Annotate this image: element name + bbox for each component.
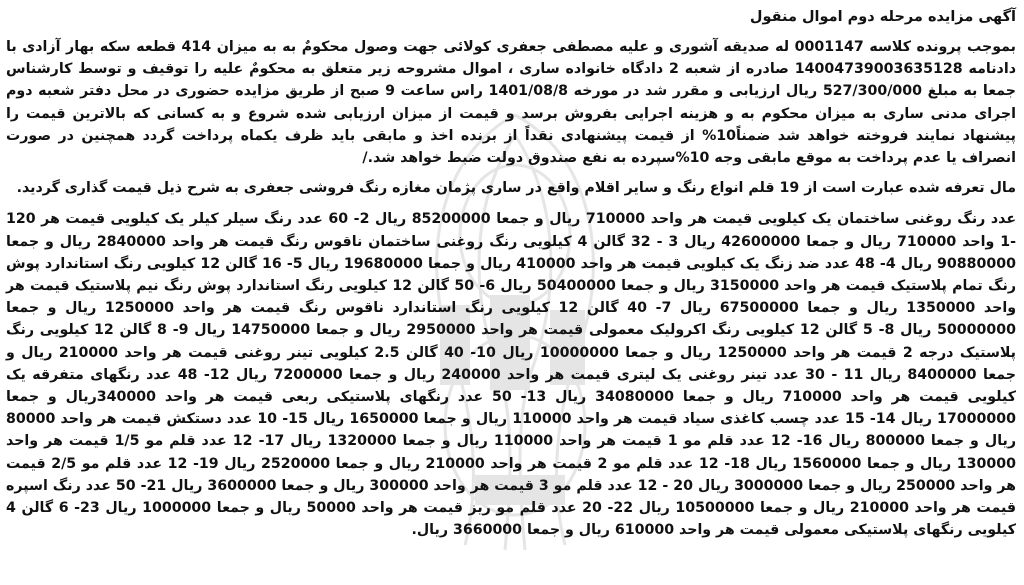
notice-document (6, 4, 1016, 541)
notice-paragraph-items: عدد رنگ روغنی ساختمان یک کیلویی قیمت هر واحد 710000 ریال و جمعا 85200000 ریال 2- 60 عدد رنگ سیلر کیلر یک کیلویی قیمت هر 120 -1 واحد 710000 ریال و جمعا 42600000 ریال 3 - 32 گالن 4 کیلویی رنگ روغنی ساختمان ناقوس رنگ قیمت هر واحد 2840000 ریال و جمعا 90880000 ریال 4- 48 عدد ضد زنگ یک کیلویی قیمت هر واحد 410000 ریال و جمعا 19680000 ریال 5- 16 گالن 12 کیلویی رنگ استاندارد پوش رنگ تمام پلاستیک قیمت هر واحد 3150000 ریال و جمعا 50400000 ریال 6- 50 گالن 12 کیلویی رنگ استاندارد پوش رنگ نیم پلاستیک قیمت هر واحد 1350000 ریال و جمعا 67500000 ریال 7- 40 گالن 12 کیلویی رنگ استاندارد ناقوس رنگ قیمت هر واحد 1250000 ریال و جمعا 50000000 ریال 8- 5 گالن 12 کیلویی رنگ اکرولیک معمولی قیمت هر واحد 2950000 ریال و جمعا 14750000 ریال 9- 8 گالن 12 کیلویی رنگ پلاستیک درجه 2 قیمت هر واحد 1250000 ریال و جمعا 10000000 ریال 10- 40 گالن 2.5 کیلویی تینر روغنی قیمت هر واحد 210000 ریال و جمعا 8400000 ریال 11 - 30 عدد تینر روغنی یک لیتری قیمت هر واحد 240000 ریال و جمعا 7200000 ریال 12- 48 عدد رنگهای متفرقه یک کیلویی قیمت هر واحد 710000 ریال و جمعا 34080000 ریال 13- 50 عدد رنگهای پلاستیکی ربعی قیمت هر واحد 340000ریال و جمعا 17000000 ریال 14- 15 عدد چسب کاغذی سیاد قیمت هر واحد 110000 ریال و جمعا 1650000 ریال 15- 10 عدد دستکش قیمت هر واحد 80000 ریال و جمعا 800000 ریال 16- 12 عدد قلم مو 1 قیمت هر واحد 110000 ریال و جمعا 1320000 ریال 17- 12 عدد قلم مو 1/5 قیمت هر واحد 130000 ریال و جمعا 1560000 ریال 18- 12 عدد قلم مو 2 قیمت هر واحد 210000 ریال و جمعا 2520000 ریال 19- 12 عدد قلم مو 2/5 قیمت هر واحد 250000 ریال و جمعا 3000000 ریال 20 - 12 عدد قلم مو 3 قیمت هر واحد 300000 ریال و جمعا 3600000 ریال 21- 50 عدد رنگ اسپره قیمت هر واحد 210000 ریال و جمعا 10500000 ریال 22- 20 عدد قلم مو ریز قیمت هر واحد 50000 ریال و جمعا 1000000 ریال 23- 6 گالن 4 کیلویی رنگهای پلاستیکی معمولی قیمت هر واحد 610000 ریال و جمعا 3660000 ریال. (6, 211, 1017, 539)
notice-paragraph-property: مال تعرفه شده عبارت است از 19 قلم انواع رنگ و سایر اقلام واقع در ساری پژمان مغازه رنگ فروشی جعفری به شرح ذیل قیمت گذاری گردید. (16, 180, 1016, 197)
notice-paragraph-main: بموجب پرونده کلاسه 0001147 له صدیقه آشوری و علیه مصطفی جعفری کولائی جهت وصول محکومٌ به به میزان 414 قطعه سکه بهار آزادی با دادنامه 14004739003635128 صادره از شعبه 2 دادگاه خانواده ساری ، اموال مشروحه زیر متعلق به محکومٌ علیه را توقیف و توسط کارشناس جمعا به مبلغ 527/300/000 ریال ارزیابی و مقرر شد در مورخه 1401/08/8 راس ساعت 9 صبح از طریق مزایده حضوری در محل دفتر شعبه دوم اجرای مدنی ساری به میزان محکوم به و هزینه اجرایی بفروش برسد و قیمت از میزان ارزیابی شده شروع و به کسانی که بالاترین قیمت را پیشنهاد نمایند فروخته خواهد شد ضمناً10% از قیمت پیشنهادی نقداً از برنده اخذ و مابقی باید ظرف یکماه پرداخت گردد همچنین در صورت انصراف یا عدم پرداخت به موقع مابقی وجه 10%سپرده به نفع صندوق دولت ضبط خواهد شد./ (6, 39, 1016, 167)
notice-title: آگهی مزایده مرحله دوم اموال منقول (749, 9, 1016, 25)
